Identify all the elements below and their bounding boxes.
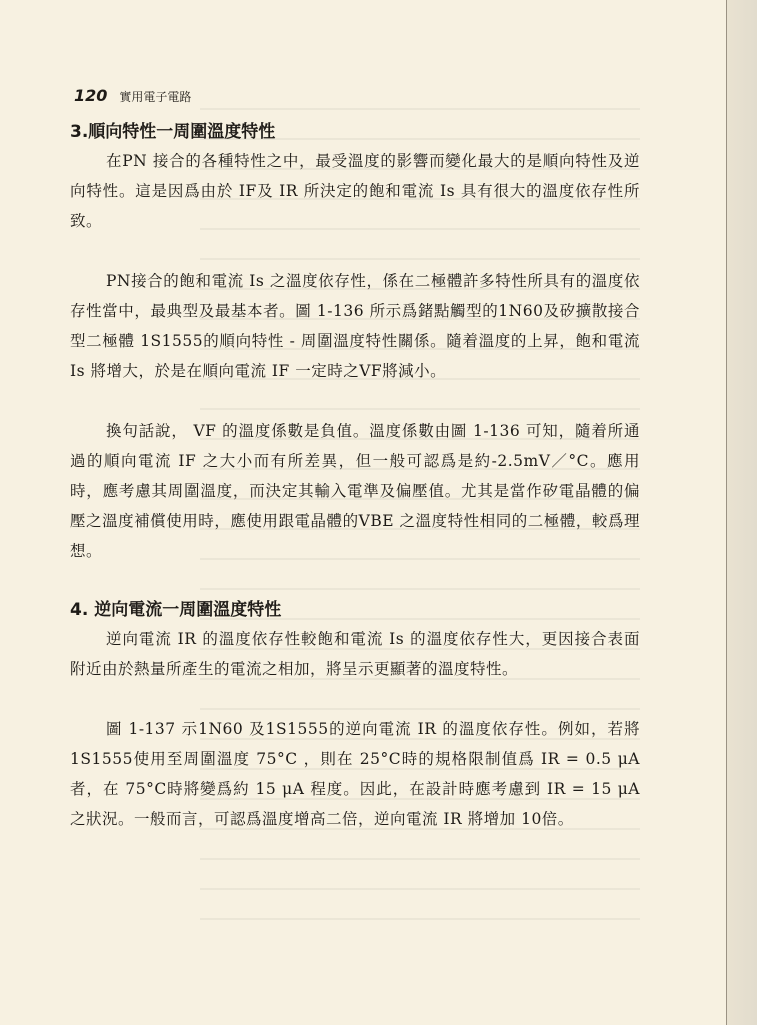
section-heading-reverse-current: 4. 逆向電流一周圍溫度特性 [70,600,282,620]
page-number: 120 [74,86,108,105]
paragraph: 在PN 接合的各種特性之中，最受溫度的影響而變化最大的是順向特性及逆向特性。這是因爲由於 IF及 IR 所決定的飽和電流 Is 具有很大的溫度依存性所致。 [70,152,640,230]
page-edge [726,0,757,1025]
paragraph: 逆向電流 IR 的溫度依存性較飽和電流 Is 的溫度依存性大，更因接合表面附近由於熱量所產生的電流之相加，將呈示更顯著的溫度特性。 [70,630,640,678]
paragraph: 圖 1-137 示1N60 及1S1555的逆向電流 IR 的溫度依存性。例如，若將 1S1555使用至周圍溫度 75°C ，則在 25°C時的規格限制值爲 IR = 0.5 μA 者，在 75°C時將變爲約 15 μA 程度。因此，在設計時應考慮到 IR = 15 μA 之狀況。一般而言，可認爲溫度增高二倍，逆向電流 IR 將增加 10倍。 [70,720,640,828]
running-header [74,86,191,105]
paragraph: 換句話說， VF 的溫度係數是負值。溫度係數由圖 1-136 可知，隨着所通過的順向電流 IF 之大小而有所差異，但一般可認爲是約-2.5mV／°C。應用時，應考慮其周圍溫度，而決定其輸入電準及偏壓值。尤其是當作矽電晶體的偏壓之溫度補償使用時，應使用跟電晶體的VBE 之溫度特性相同的二極體，較爲理想。 [70,422,640,560]
book-title: 實用電子電路 [119,90,192,104]
paragraph: PN接合的飽和電流 Is 之溫度依存性，係在二極體許多特性所具有的溫度依存性當中，最典型及最基本者。圖 1-136 所示爲鍺點觸型的1N60及矽擴散接合型二極體 1S1555的順向特性 - 周圍溫度特性關係。隨着溫度的上昇，飽和電流 Is 將增大，於是在順向電流 IF 一定時之VF將減小。 [70,272,640,380]
section-heading-forward-characteristic: 3.順向特性一周圍溫度特性 [70,122,276,142]
page-body [70,118,640,834]
